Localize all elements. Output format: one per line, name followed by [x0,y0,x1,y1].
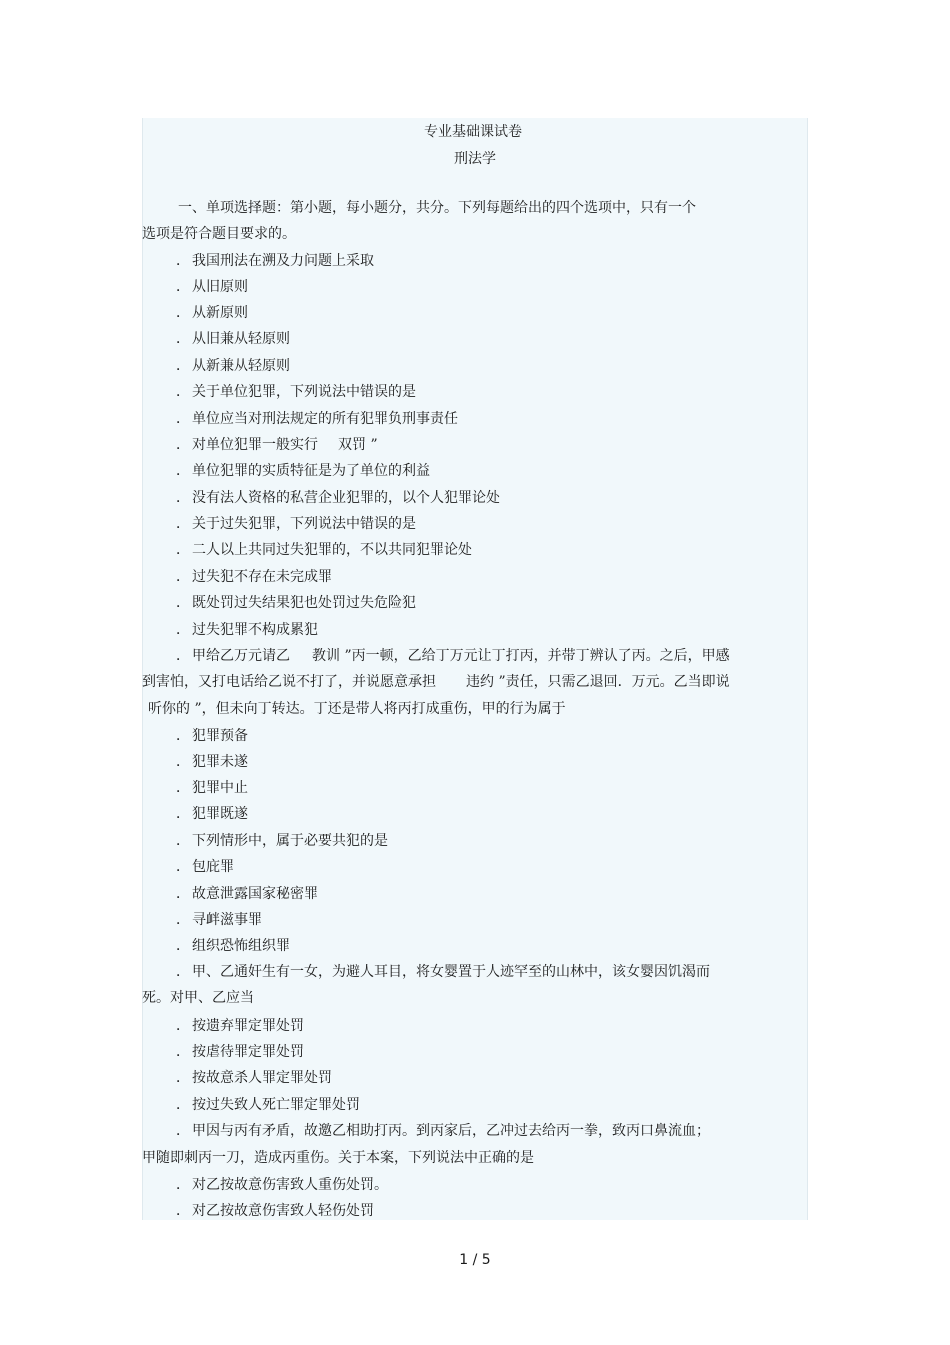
item-marker: ． [176,1044,190,1060]
item-marker: ． [176,1070,190,1086]
item-text: 甲给乙万元请乙 [192,648,290,664]
item-marker: ． [176,1203,190,1219]
item-text: 按故意杀人罪定罪处罚 [192,1070,332,1086]
item-text: 对乙按故意伤害致人轻伤处罚 [192,1203,374,1219]
list-item [176,568,332,586]
item-marker: ． [176,622,190,638]
list-item [176,1176,388,1194]
item-text-tail: 双罚 ” [338,437,378,453]
item-text: 甲、乙通奸生有一女，为避人耳目，将女婴置于人迹罕至的山林中，该女婴因饥渴而 [192,964,710,980]
item-marker: ． [176,754,190,770]
list-item [176,753,248,771]
list-item [176,1069,332,1087]
item-text: 单位应当对刑法规定的所有犯罪负刑事责任 [192,411,458,427]
item-text: 故意泄露国家秘密罪 [192,886,318,902]
list-item [176,1043,304,1061]
item-text: 过失犯不存在未完成罪 [192,569,332,585]
list-item [176,357,290,375]
continuation-text: 到害怕，又打电话给乙说不打了，并说愿意承担 [142,674,436,690]
list-item-continuation: 听你的 ”，但未向丁转达。丁还是带人将丙打成重伤，甲的行为属于 [148,701,566,717]
list-item [176,594,416,612]
item-text: 关于单位犯罪，下列说法中错误的是 [192,384,416,400]
item-marker: ． [176,437,190,453]
item-text: 对乙按故意伤害致人重伤处罚。 [192,1177,388,1193]
item-marker: ． [176,1018,190,1034]
list-item [176,779,248,797]
item-text: 下列情形中，属于必要共犯的是 [192,833,388,849]
list-item [176,278,248,296]
item-marker: ． [176,384,190,400]
list-item [176,1122,710,1140]
list-item [176,1202,374,1220]
instruction-line-2: 选项是符合题目要求的。 [142,226,296,242]
list-item [176,383,416,401]
list-item [176,621,318,639]
item-text: 甲因与丙有矛盾，故邀乙相助打丙。到丙家后，乙冲过去给丙一拳，致丙口鼻流血； [192,1123,710,1139]
list-item [176,727,248,745]
instruction-line-1: 一、单项选择题：第小题，每小题分，共分。下列每题给出的四个选项中，只有一个 [178,200,696,216]
item-text: 没有法人资格的私营企业犯罪的，以个人犯罪论处 [192,490,500,506]
item-text: 二人以上共同过失犯罪的，不以共同犯罪论处 [192,542,472,558]
list-item [176,330,290,348]
list-item [176,462,430,480]
item-text: 犯罪未遂 [192,754,248,770]
item-marker: ． [176,490,190,506]
list-item [176,805,248,823]
item-marker: ． [176,912,190,928]
item-marker: ． [176,516,190,532]
item-text: 从旧兼从轻原则 [192,331,290,347]
item-marker: ． [176,463,190,479]
list-item-continuation: 死。对甲、乙应当 [142,990,254,1006]
item-text: 从新原则 [192,305,248,321]
item-marker: ． [176,833,190,849]
item-text: 我国刑法在溯及力问题上采取 [192,253,374,269]
item-text-tail: 教训 ”丙一顿，乙给丁万元让丁打丙，并带丁辨认了丙。之后，甲感 [312,648,730,664]
list-item-continuation [142,673,730,691]
item-text: 犯罪预备 [192,728,248,744]
list-item [176,541,472,559]
item-text: 从旧原则 [192,279,248,295]
item-text: 关于过失犯罪，下列说法中错误的是 [192,516,416,532]
item-marker: ． [176,595,190,611]
list-item [176,515,416,533]
item-marker: ． [176,728,190,744]
list-item [176,304,248,322]
item-marker: ． [176,1123,190,1139]
list-item [176,1096,360,1114]
item-text: 对单位犯罪一般实行 [192,437,318,453]
item-text: 按过失致人死亡罪定罪处罚 [192,1097,360,1113]
list-item [176,885,318,903]
list-item [176,858,234,876]
item-text: 按遗弃罪定罪处罚 [192,1018,304,1034]
page-indicator: 1 / 5 [459,1252,491,1268]
item-text: 既处罚过失结果犯也处罚过失危险犯 [192,595,416,611]
list-item-continuation: 甲随即刺丙一刀，造成丙重伤。关于本案，下列说法中正确的是 [142,1150,534,1166]
list-item [176,911,262,929]
item-marker: ． [176,886,190,902]
continuation-text: 违约 ”责任，只需乙退回．万元。乙当即说 [466,674,730,690]
exam-title: 专业基础课试卷 [424,124,522,140]
item-marker: ． [176,938,190,954]
item-text: 包庇罪 [192,859,234,875]
item-marker: ． [176,1097,190,1113]
list-item [176,1017,304,1035]
item-marker: ． [176,859,190,875]
subject-title: 刑法学 [454,151,496,167]
item-marker: ． [176,279,190,295]
item-text: 按虐待罪定罪处罚 [192,1044,304,1060]
item-marker: ． [176,358,190,374]
item-text: 单位犯罪的实质特征是为了单位的利益 [192,463,430,479]
list-item [176,937,290,955]
list-item [176,252,374,270]
item-marker: ． [176,305,190,321]
item-marker: ． [176,780,190,796]
list-item [176,647,730,665]
list-item [176,436,378,454]
list-item [176,963,710,981]
item-marker: ． [176,806,190,822]
item-marker: ． [176,331,190,347]
item-marker: ． [176,1177,190,1193]
item-marker: ． [176,648,190,664]
item-text: 从新兼从轻原则 [192,358,290,374]
item-text: 组织恐怖组织罪 [192,938,290,954]
item-text: 犯罪既遂 [192,806,248,822]
list-item [176,410,458,428]
item-text: 过失犯罪不构成累犯 [192,622,318,638]
item-text: 犯罪中止 [192,780,248,796]
list-item [176,832,388,850]
item-marker: ． [176,253,190,269]
item-marker: ． [176,411,190,427]
item-marker: ． [176,569,190,585]
item-marker: ． [176,542,190,558]
item-marker: ． [176,964,190,980]
list-item [176,489,500,507]
item-text: 寻衅滋事罪 [192,912,262,928]
